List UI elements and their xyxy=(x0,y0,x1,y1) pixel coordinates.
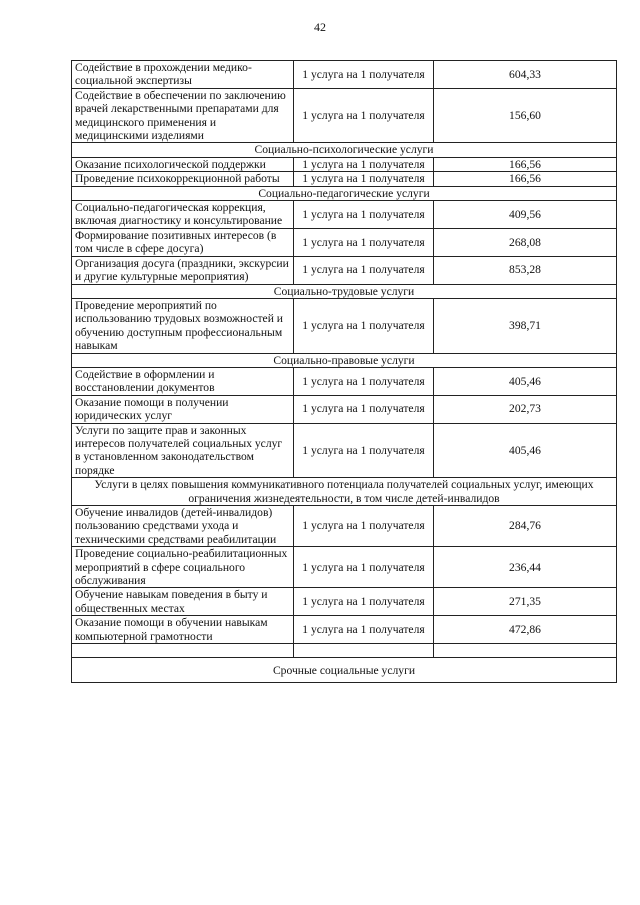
table-row xyxy=(72,506,617,547)
service-price-cell: 268,08 xyxy=(434,228,617,256)
table-row xyxy=(72,88,617,143)
service-name-cell: Проведение мероприятий по использованию трудовых возможностей и обучению доступным профессиональным навыкам xyxy=(72,298,294,353)
service-name-cell: Содействие в оформлении и восстановлении документов xyxy=(72,367,294,395)
section-title: Социально-правовые услуги xyxy=(72,353,617,367)
service-unit-cell: 1 услуга на 1 получателя xyxy=(294,395,434,423)
empty-row xyxy=(72,644,617,658)
section-header-row xyxy=(72,353,617,367)
table-row xyxy=(72,157,617,171)
service-price-cell: 472,86 xyxy=(434,616,617,644)
service-unit-cell: 1 услуга на 1 получателя xyxy=(294,588,434,616)
table-row xyxy=(72,423,617,478)
service-name-cell: Оказание помощи в получении юридических услуг xyxy=(72,395,294,423)
service-price-cell: 405,46 xyxy=(434,423,617,478)
service-price-cell: 166,56 xyxy=(434,157,617,171)
service-unit-cell: 1 услуга на 1 получателя xyxy=(294,367,434,395)
table-row xyxy=(72,256,617,284)
service-price-cell: 405,46 xyxy=(434,367,617,395)
service-name-cell: Содействие в обеспечении по заключению врачей лекарственными препаратами для медицинского применения и медицинскими изделиями xyxy=(72,88,294,143)
section-title: Срочные социальные услуги xyxy=(72,658,617,683)
service-name-cell: Содействие в прохождении медико-социальной экспертизы xyxy=(72,61,294,89)
table-row xyxy=(72,367,617,395)
table-row xyxy=(72,588,617,616)
table-row xyxy=(72,298,617,353)
service-unit-cell: 1 услуга на 1 получателя xyxy=(294,298,434,353)
service-unit-cell: 1 услуга на 1 получателя xyxy=(294,172,434,186)
table-row xyxy=(72,201,617,229)
table-row xyxy=(72,395,617,423)
service-name-cell: Социально-педагогическая коррекция, включая диагностику и консультирование xyxy=(72,201,294,229)
service-price-cell: 604,33 xyxy=(434,61,617,89)
table-row xyxy=(72,228,617,256)
section-header-row xyxy=(72,143,617,157)
empty-cell xyxy=(72,644,294,658)
service-price-cell: 202,73 xyxy=(434,395,617,423)
service-unit-cell: 1 услуга на 1 получателя xyxy=(294,423,434,478)
service-name-cell: Обучение навыкам поведения в быту и общественных местах xyxy=(72,588,294,616)
service-price-cell: 271,35 xyxy=(434,588,617,616)
table-row xyxy=(72,172,617,186)
section-header-row xyxy=(72,186,617,200)
service-price-cell: 284,76 xyxy=(434,506,617,547)
table-row xyxy=(72,616,617,644)
section-header-row xyxy=(72,284,617,298)
service-name-cell: Организация досуга (праздники, экскурсии и другие культурные мероприятия) xyxy=(72,256,294,284)
service-name-cell: Формирование позитивных интересов (в том числе в сфере досуга) xyxy=(72,228,294,256)
section-header-row xyxy=(72,478,617,506)
section-title: Социально-педагогические услуги xyxy=(72,186,617,200)
service-price-cell: 156,60 xyxy=(434,88,617,143)
service-name-cell: Проведение социально-реабилитационных мероприятий в сфере социального обслуживания xyxy=(72,547,294,588)
footer-section-row xyxy=(72,658,617,683)
service-unit-cell: 1 услуга на 1 получателя xyxy=(294,256,434,284)
service-name-cell: Оказание помощи в обучении навыкам компьютерной грамотности xyxy=(72,616,294,644)
section-title: Услуги в целях повышения коммуникативного потенциала получателей социальных услуг, имеющих ограничения жизнедеятельности, в том числе детей-инвалидов xyxy=(72,478,617,506)
service-name-cell: Услуги по защите прав и законных интересов получателей социальных услуг в установленном законодательством порядке xyxy=(72,423,294,478)
empty-cell xyxy=(434,644,617,658)
service-unit-cell: 1 услуга на 1 получателя xyxy=(294,157,434,171)
service-name-cell: Оказание психологической поддержки xyxy=(72,157,294,171)
service-unit-cell: 1 услуга на 1 получателя xyxy=(294,228,434,256)
service-price-cell: 236,44 xyxy=(434,547,617,588)
service-unit-cell: 1 услуга на 1 получателя xyxy=(294,88,434,143)
table-row xyxy=(72,547,617,588)
service-unit-cell: 1 услуга на 1 получателя xyxy=(294,616,434,644)
service-price-cell: 853,28 xyxy=(434,256,617,284)
service-price-cell: 409,56 xyxy=(434,201,617,229)
service-unit-cell: 1 услуга на 1 получателя xyxy=(294,547,434,588)
service-unit-cell: 1 услуга на 1 получателя xyxy=(294,61,434,89)
services-price-table xyxy=(71,60,617,683)
service-name-cell: Проведение психокоррекционной работы xyxy=(72,172,294,186)
table-row xyxy=(72,61,617,89)
empty-cell xyxy=(294,644,434,658)
section-title: Социально-психологические услуги xyxy=(72,143,617,157)
service-name-cell: Обучение инвалидов (детей-инвалидов) пользованию средствами ухода и техническими средствами реабилитации xyxy=(72,506,294,547)
page-number: 42 xyxy=(314,20,326,34)
service-unit-cell: 1 услуга на 1 получателя xyxy=(294,506,434,547)
section-title: Социально-трудовые услуги xyxy=(72,284,617,298)
service-price-cell: 398,71 xyxy=(434,298,617,353)
service-price-cell: 166,56 xyxy=(434,172,617,186)
table-body xyxy=(72,61,617,683)
service-unit-cell: 1 услуга на 1 получателя xyxy=(294,201,434,229)
